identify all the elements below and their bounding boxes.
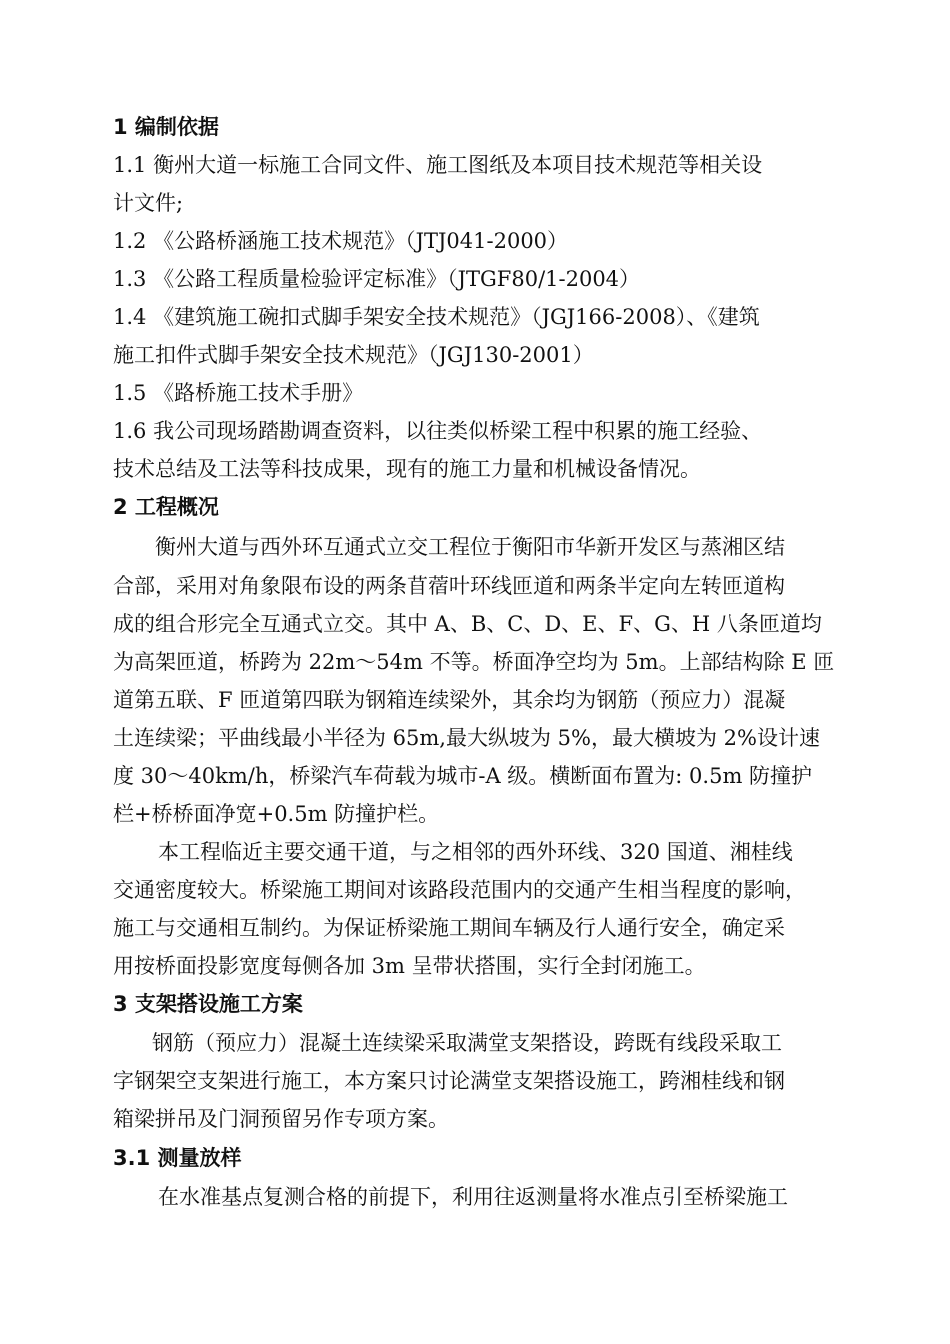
heading-1: 1 编制依据 bbox=[113, 115, 219, 139]
heading-2: 2 工程概况 bbox=[113, 495, 219, 519]
text-line: 在水准基点复测合格的前提下，利用往返测量将水准点引至桥梁施工 bbox=[158, 1185, 788, 1209]
text-line: 衡州大道与西外环互通式立交工程位于衡阳市华新开发区与蒸湘区结 bbox=[155, 535, 785, 559]
text-line: 土连续梁；平曲线最小半径为 65m,最大纵坡为 5%，最大横坡为 2%设计速 bbox=[113, 726, 820, 750]
text-line: 计文件; bbox=[113, 191, 184, 215]
text-line: 交通密度较大。桥梁施工期间对该路段范围内的交通产生相当程度的影响， bbox=[113, 878, 806, 902]
text-line: 为高架匝道，桥跨为 22m～54m 不等。桥面净空均为 5m。上部结构除 E 匝 bbox=[113, 650, 835, 674]
text-line: 字钢架空支架进行施工，本方案只讨论满堂支架搭设施工，跨湘桂线和钢 bbox=[113, 1069, 785, 1093]
text-line: 道第五联、F 匝道第四联为钢箱连续梁外，其余均为钢筋（预应力）混凝 bbox=[113, 688, 786, 712]
text-line: 本工程临近主要交通干道，与之相邻的西外环线、320 国道、湘桂线 bbox=[158, 840, 793, 864]
text-line: 1.1 衡州大道一标施工合同文件、施工图纸及本项目技术规范等相关设 bbox=[113, 153, 763, 177]
text-line: 1.6 我公司现场踏勘调查资料，以往类似桥梁工程中积累的施工经验、 bbox=[113, 419, 763, 443]
text-line: 箱梁拼吊及门洞预留另作专项方案。 bbox=[113, 1107, 449, 1131]
text-line: 施工与交通相互制约。为保证桥梁施工期间车辆及行人通行安全，确定采 bbox=[113, 916, 785, 940]
text-line: 1.4 《建筑施工碗扣式脚手架安全技术规范》（JGJ166-2008）、《建筑 bbox=[113, 305, 760, 329]
text-line: 用按桥面投影宽度每侧各加 3m 呈带状搭围，实行全封闭施工。 bbox=[113, 954, 706, 978]
text-line: 合部，采用对角象限布设的两条苜蓿叶环线匝道和两条半定向左转匝道构 bbox=[113, 574, 785, 598]
text-line: 成的组合形完全互通式立交。其中 A、B、C、D、E、F、G、H 八条匝道均 bbox=[113, 612, 822, 636]
heading-3: 3 支架搭设施工方案 bbox=[113, 992, 303, 1016]
text-line: 技术总结及工法等科技成果，现有的施工力量和机械设备情况。 bbox=[113, 457, 701, 481]
heading-3-1: 3.1 测量放样 bbox=[113, 1146, 242, 1170]
text-line: 栏+桥桥面净宽+0.5m 防撞护栏。 bbox=[113, 802, 440, 826]
text-line: 钢筋（预应力）混凝土连续梁采取满堂支架搭设，跨既有线段采取工 bbox=[152, 1031, 782, 1055]
text-line: 1.5 《路桥施工技术手册》 bbox=[113, 381, 364, 405]
text-line: 1.2 《公路桥涵施工技术规范》（JTJ041-2000） bbox=[113, 229, 569, 253]
text-line: 度 30～40km/h，桥梁汽车荷载为城市-A 级。横断面布置为: 0.5m 防撞护 bbox=[113, 764, 813, 788]
text-line: 施工扣件式脚手架安全技术规范》（JGJ130-2001） bbox=[113, 343, 594, 367]
text-line: 1.3 《公路工程质量检验评定标准》（JTGF80/1-2004） bbox=[113, 267, 641, 291]
